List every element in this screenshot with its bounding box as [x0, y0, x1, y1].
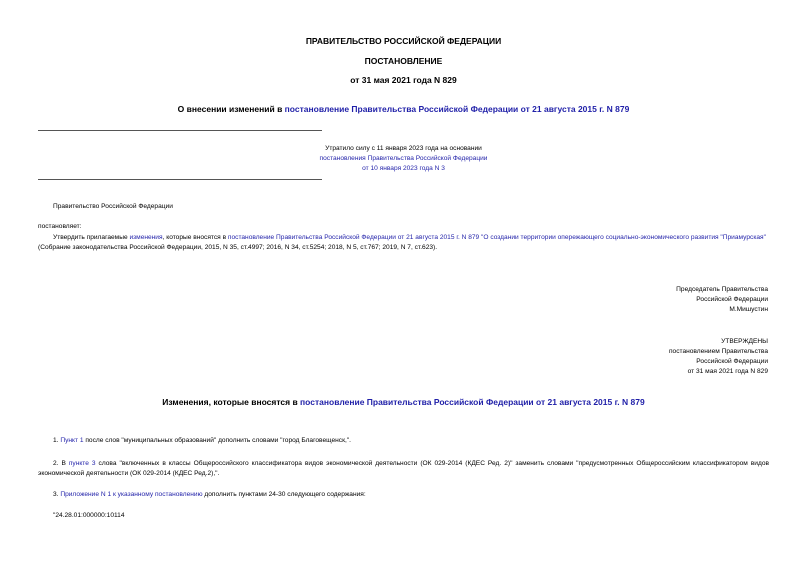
approval-line1: УТВЕРЖДЕНЫ	[721, 338, 768, 345]
signature-line1: Председатель Правительства	[676, 286, 768, 293]
item-2-link[interactable]: пункте 3	[68, 460, 96, 467]
item-1-link[interactable]: Пункт 1	[60, 437, 84, 444]
divider-bottom	[38, 179, 322, 180]
item-1-text: после слов "муниципальных образований" дополнить словами "город Благовещенск,".	[83, 437, 351, 444]
resolves-text: постановляет:	[38, 223, 82, 230]
item-3-link[interactable]: Приложение N 1 к указанному постановлению	[60, 491, 203, 498]
p1-text-b: , которые вносятся в	[162, 234, 228, 241]
item-2-number: 2. В	[53, 460, 69, 467]
item-3	[38, 490, 769, 500]
document-type: ПОСТАНОВЛЕНИЕ	[364, 56, 443, 66]
quoted-cadastral-number: "24.28.01:000000:10114	[53, 512, 125, 519]
resolution-paragraph	[38, 233, 769, 253]
changes-title-link[interactable]: постановление Правительства Российской Федерации от 21 августа 2015 г. N 879	[300, 397, 645, 407]
approval-line4: от 31 мая 2021 года N 829	[687, 368, 768, 375]
document-date-number: от 31 мая 2021 года N 829	[350, 75, 457, 85]
item-3-number: 3.	[53, 491, 61, 498]
signature-block	[676, 285, 768, 315]
item-2	[38, 459, 769, 479]
item-1	[38, 436, 769, 446]
changes-title-prefix: Изменения, которые вносятся в	[162, 397, 301, 407]
title-link[interactable]: постановление Правительства Российской Федерации от 21 августа 2015 г. N 879	[284, 104, 630, 114]
repeal-notice-text: Утратило силу с 11 января 2023 года на основании	[325, 145, 482, 152]
item-1-number: 1.	[53, 437, 61, 444]
signature-name: М.Мишустин	[729, 306, 768, 313]
approval-line2: постановлением Правительства	[668, 348, 768, 355]
repeal-notice	[0, 144, 807, 174]
approval-block	[669, 337, 768, 377]
issuer: Правительство Российской Федерации	[53, 203, 173, 210]
divider-top	[38, 130, 322, 131]
title-prefix: О внесении изменений в	[177, 104, 285, 114]
item-2-text: слова "включенных в классы Общероссийского классификатора видов экономической деятельности (ОК 029-2014 (КДЕС Ред. 2)" заменить словами "предусмотренных Общероссийским классификатором видов экономической деятельности (ОК 029-2014 (КДЕС Ред.2),".	[38, 460, 769, 477]
item-3-text: дополнить пунктами 24-30 следующего содержания:	[202, 491, 366, 498]
signature-line2: Российской Федерации	[696, 296, 768, 303]
approval-line3: Российской Федерации	[696, 358, 768, 365]
repeal-link-line1[interactable]: постановления Правительства Российской Федерации	[319, 155, 488, 162]
repeal-link-line2[interactable]: от 10 января 2023 года N 3	[362, 165, 445, 172]
p1-text-a: Утвердить прилагаемые	[53, 234, 130, 241]
changes-title	[0, 397, 807, 407]
resolution-879-link[interactable]: постановление Правительства Российской Федерации от 21 августа 2015 г. N 879 "О создании территории опережающего социально-экономического развития "Приамурская"	[227, 234, 766, 241]
document-title	[0, 104, 807, 114]
changes-link[interactable]: изменения	[129, 234, 163, 241]
government-heading: ПРАВИТЕЛЬСТВО РОССИЙСКОЙ ФЕДЕРАЦИИ	[305, 36, 502, 46]
p1-text-c: (Собрание законодательства Российской Федерации, 2015, N 35, ст.4997; 2016, N 34, ст.5254; 2018, N 5, ст.767; 2019, N 7, ст.623).	[38, 244, 438, 251]
